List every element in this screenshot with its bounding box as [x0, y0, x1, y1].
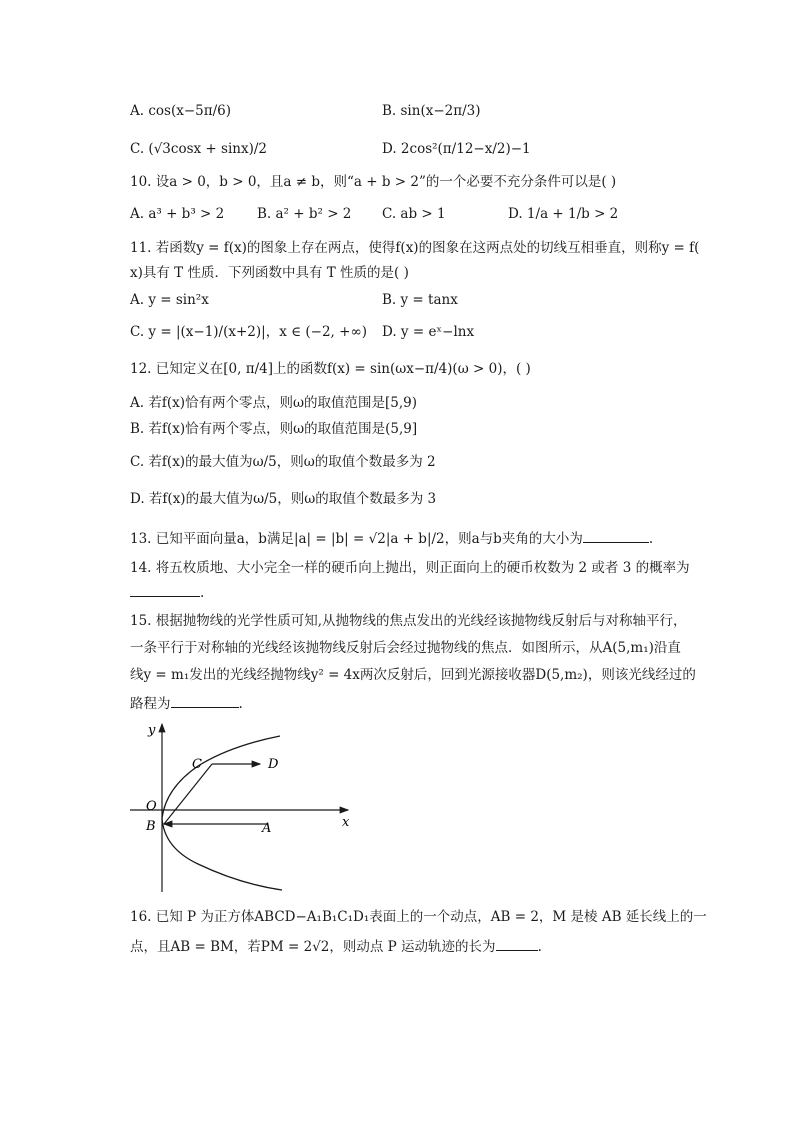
label-c: C	[192, 757, 202, 772]
q9-option-a: A. cos(x−5π/6)	[130, 103, 232, 119]
q10-option-c: C. ab > 1	[382, 206, 446, 222]
q15-line2: 一条平行于对称轴的光线经该抛物线反射后会经过抛物线的焦点．如图所示，从A(5,m₁)沿直	[130, 640, 681, 656]
q13-text: 13. 已知平面向量a，b满足|a| = |b| = √2|a + b|/2，则a与b夹角的大小为	[130, 531, 583, 547]
parabola-figure	[120, 718, 360, 898]
q12-option-d: D. 若f(x)的最大值为ω/5，则ω的取值个数最多为 3	[130, 491, 437, 507]
q11-option-a: A. y = sin²x	[130, 292, 209, 308]
q16-line1: 16. 已知 P 为正方体ABCD−A₁B₁C₁D₁表面上的一个动点，AB = 2，M 是棱 AB 延长线上的一	[130, 909, 707, 925]
label-d: D	[268, 757, 279, 772]
q14-answer-blank	[130, 582, 200, 597]
q9-option-b: B. sin(x−2π/3)	[382, 103, 481, 119]
q16-line2: 点，且AB = BM，若PM = 2√2，则动点 P 运动轨迹的长为 .	[130, 936, 542, 956]
label-o: O	[146, 799, 157, 814]
q12-option-b: B. 若f(x)恰有两个零点，则ω的取值范围是(5,9]	[130, 421, 418, 437]
q11-stem-line1: 11. 若函数y = f(x)的图象上存在两点，使得f(x)的图象在这两点处的切线互相垂直，则称y = f(	[130, 240, 700, 256]
q15-line4-text: 路程为	[130, 696, 171, 712]
q16-line2-text: 点，且AB = BM，若PM = 2√2，则动点 P 运动轨迹的长为	[130, 939, 496, 955]
label-b: B	[146, 819, 156, 834]
q10-stem: 10. 设a > 0，b > 0，且a ≠ b，则“a + b > 2”的一个必要不充分条件可以是( )	[130, 174, 617, 190]
q12-stem: 12. 已知定义在[0, π/4]上的函数f(x) = sin(ωx−π/4)(ω > 0)，( )	[130, 361, 531, 377]
q15-answer-blank	[171, 693, 239, 708]
q11-option-d: D. y = eˣ−lnx	[382, 324, 475, 340]
label-y: y	[148, 723, 156, 738]
q15-line3: 线y = m₁发出的光线经抛物线y² = 4x两次反射后，回到光源接收器D(5,m₂)，则该光线经过的	[130, 667, 696, 683]
q11-stem-line2: x)具有 T 性质．下列函数中具有 T 性质的是( )	[130, 265, 409, 281]
q10-option-d: D. 1/a + 1/b > 2	[508, 206, 619, 222]
q13-answer-blank	[583, 528, 649, 543]
q14-answer-line: .	[130, 582, 204, 602]
q13-stem: 13. 已知平面向量a，b满足|a| = |b| = √2|a + b|/2，则a与b夹角的大小为 .	[130, 528, 653, 548]
parabola-curve	[162, 736, 282, 890]
q11-option-b: B. y = tanx	[382, 292, 458, 308]
label-a: A	[262, 821, 272, 836]
q16-answer-blank	[496, 936, 538, 951]
q10-option-b: B. a² + b² > 2	[257, 206, 352, 222]
q9-option-d: D. 2cos²(π/12−x/2)−1	[382, 141, 531, 157]
q14-stem: 14. 将五枚质地、大小完全一样的硬币向上抛出，则正面向上的硬币枚数为 2 或者 3 的概率为	[130, 560, 690, 576]
q15-line1: 15. 根据抛物线的光学性质可知,从抛物线的焦点发出的光线经该抛物线反射后与对称轴平行，	[130, 613, 687, 629]
q10-option-a: A. a³ + b³ > 2	[130, 206, 225, 222]
q12-option-c: C. 若f(x)的最大值为ω/5，则ω的取值个数最多为 2	[130, 454, 436, 470]
q12-option-a: A. 若f(x)恰有两个零点，则ω的取值范围是[5,9)	[130, 395, 417, 411]
label-x: x	[342, 815, 350, 830]
q9-option-c: C. (√3cosx + sinx)/2	[130, 141, 267, 157]
q15-line4: 路程为 .	[130, 693, 243, 713]
q11-option-c: C. y = |(x−1)/(x+2)|，x ∈ (−2, +∞)	[130, 324, 367, 340]
